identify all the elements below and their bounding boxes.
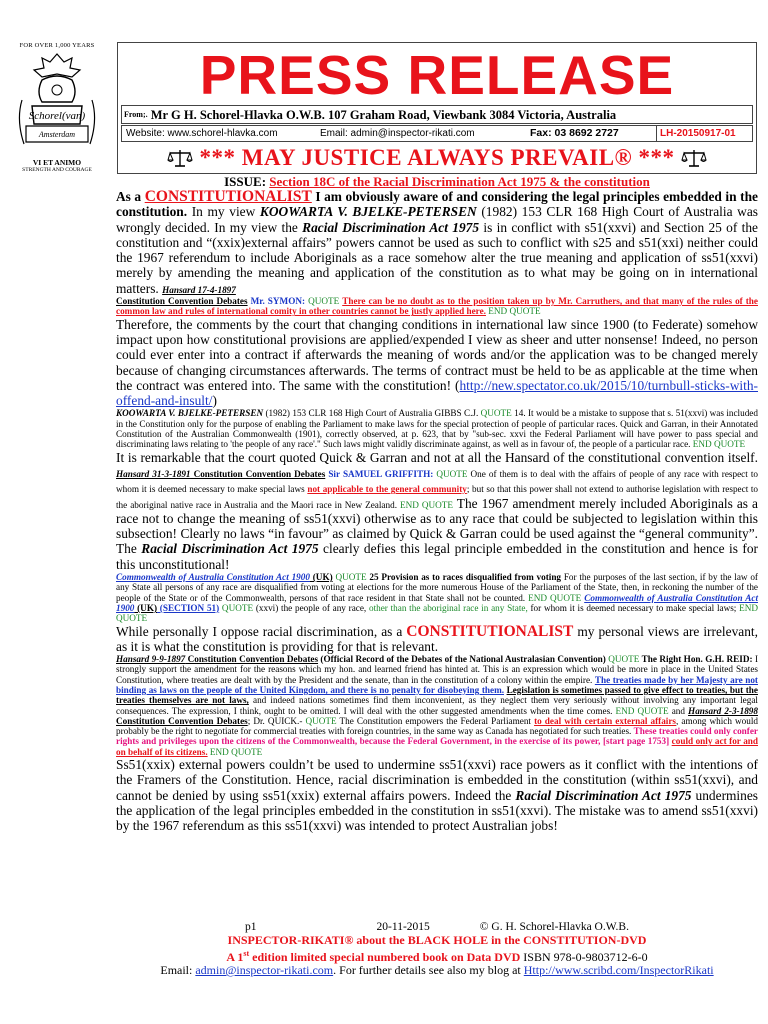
scales-of-justice-icon — [681, 148, 707, 168]
logo-motto-english: STRENGTH AND COURAGE — [22, 167, 92, 173]
reference-number: LH-20150917-01 — [656, 126, 736, 141]
paragraph-2: Therefore, the comments by the court that changing conditions in international law since 1900 (to Federate) somehow impact upon how constitutional provisions are applied/expended I view as sheer and utter nonsense! Indeed, no person could ever enter into a contract if afterwards the meaning of words and/or the application was to be changed merely because of changing circumstances afterwards. The terms of contract must be held to be as applicable at the time when the contract was entered into. The same with the constitution! (http://new.spectator.co.uk/2015/10/turnbull-sticks-with-offend-and-insult/) — [116, 316, 758, 409]
logo-name: Schorel(van) — [28, 110, 86, 122]
sender-address: Mr G H. Schorel-Hlavka O.W.B. 107 Graham Road, Viewbank 3084 Victoria, Australia — [150, 108, 617, 122]
issue-line — [116, 174, 758, 189]
footer-book-info: A 1st edition limited special numbered book on Data DVD ISBN 978-0-9803712-6-0 — [226, 949, 648, 964]
paragraph-3: It is remarkable that the court quoted Quick & Garran and not at all the Hansard of the constitutional convention itself. Hansard 31-3-1891 Constitution Convention Debates Sir SAMUEL GRIFFITH: QUOTE One of them is to deal with the affairs of people of any race with respect to whom it is deemed necessary to make special laws not applicable to the general community; but so that this power shall not extend to authorise legislation with respect to the aboriginal native race in Australia and the Maori race in New Zealand. END QUOTE The 1967 amendment merely included Aboriginals as a race not to change the meaning of ss51(xxvi) otherwise as to any race that could be subjected to legislation within this subsection! Clearly no laws “in favour” as claimed by Quick & Garran could be used against the “general community”. The Racial Discrimination Act 1975 clearly defies this legal principle embedded in the constitution and hence is for this unconstitutional! — [116, 449, 759, 572]
from-label: From;. — [124, 110, 148, 119]
footer-copyright: © G. H. Schorel-Hlavka O.W.B. — [479, 921, 629, 933]
paragraph-1: As a CONSTITUTIONALIST I am obviously aware of and considering the legal principles embedded in the constitution. In my view KOOWARTA V. BJELKE-PETERSEN (1982) 153 CLR 168 High Court of Australia was wrongly decided. In my view the Racial Discrimination Act 1975 is in conflict with s51(xxvi) and Section 25 of the constitution and “(xxix)external affairs” powers cannot be used as such to conflict with s25 and s51(xxi) neither could the 1967 referendum to include Aboriginals as a race somehow alter the true meaning and application of ss51(xxvi) merely by amending the meaning and application of the constitution as to what may be going on in international matters. Hansard 17-4-1897 — [116, 188, 758, 296]
quote-gibbs: KOOWARTA V. BJELKE-PETERSEN (1982) 153 CLR 168 High Court of Australia GIBBS C.J. QUOTE 14. It would be a mistake to suppose that s. 51(xxvi) was included in the Constitution only for the purpose of enabling the Parliament to make laws for the special protection of people of particular races. Quick and Garran, in their Annotated Constitution of the Australian Commonwealth (1901), correctly observed, at p. 623, that by "sub-sec. xxvi the Federal Parliament will have power to pass special and discriminating laws relating to 'the people of any race'." Such laws might validly discriminate against, as well as in favour of, the people of a particular race. END QUOTE — [116, 408, 758, 450]
letterhead — [117, 42, 757, 174]
scales-of-justice-icon — [167, 148, 193, 168]
motto-text: *** MAY JUSTICE ALWAYS PREVAIL® *** — [199, 145, 675, 170]
logo-place: Amsterdam — [38, 130, 76, 139]
page-footer — [116, 921, 758, 977]
quote-constitution-act: Commonwealth of Australia Constitution Act 1900 (UK) QUOTE 25 Provision as to races disqualified from voting For the purposes of the last section, if by the law of any State all persons of any race are disqualified from voting at elections for the more numerous House of the Parliament of the State, then, in reckoning the number of the people of the State or of the Commonwealth, persons of that race resident in that State shall not be counted. END QUOTE Commonwealth of Australia Constitution Act 1900 (UK) (SECTION 51) QUOTE (xxvi) the people of any race, other than the aboriginal race in any State, for whom it is deemed necessary to make special laws; END QUOTE — [116, 572, 759, 624]
footer-email-link[interactable]: admin@inspector-rikati.com — [195, 963, 334, 977]
paragraph-5: Ss51(xxix) external powers couldn’t be used to undermine ss51(xxvi) race powers as it conflict with the intentions of the Framers of the Constitution. Hence, racial discrimination is embedded in the constitution (within ss51(xxvi), and cannot be denied by using ss51(xxix) external affairs powers. Indeed the Racial Discrimination Act 1975 undermines the application of the legal principles embedded in the constitution in ss51(xxvi). The mistake was to amend ss51(xxvi) by the 1967 referendum as this ss51(xxvi) was intended to protect Australian jobs! — [116, 757, 759, 834]
contact-row — [121, 125, 753, 142]
quote-reid-quick: Hansard 9-9-1897 Constitution Convention Debates (Official Record of the Debates of the National Australasian Convention) QUOTE The Right Hon. G.H. REID: I strongly support the amendment for the reasons which my hon. and learned friend has hinted at. This is an expression which would be more in place in the United States Constitution, where treaties are dealt with by the President and the senate, than in the constitution of a colony within the empire. The treaties made by her Majesty are not binding as laws on the people of the United Kingdom, and there is no penalty for disobeying them. Legislation is sometimes passed to give effect to treaties, but the treaties themselves are not laws, and indeed nations sometimes find them inconvenient, as they neglect them very seriously without involving any important legal consequences. The expression, I think, ought to be omitted. I will deal with the other suggested amendments when the time comes. END QUOTE and Hansard 2-3-1898 Constitution Convention Debates; Dr. QUICK.- QUOTE The Constitution empowers the Federal Parliament to deal with certain external affairs, among which would probably be the right to negotiate for commercial treaties with foreign countries, in the same way as Canada has negotiated for such treaties. These treaties could only confer rights and privileges upon the citizens of the Commonwealth, because the Federal Government, in the exercise of its power, [start page 1753] could only act for and on behalf of its citizens. END QUOTE — [116, 654, 759, 757]
family-crest-logo — [8, 42, 106, 182]
crest-icon — [12, 50, 102, 158]
footer-dvd-title: INSPECTOR-RIKATI® about the BLACK HOLE in the CONSTITUTION-DVD — [227, 933, 647, 947]
page-number: p1 — [245, 921, 257, 933]
issue-label: ISSUE: — [224, 174, 267, 189]
fax-text: Fax: 03 8692 2727 — [530, 127, 619, 139]
document-body — [116, 174, 758, 834]
page-title: PRESS RELEASE — [199, 44, 675, 106]
logo-motto-latin: VI ET ANIMO — [32, 158, 82, 167]
sender-line — [121, 105, 753, 124]
footer-contact: Email: admin@inspector-rikati.com. For further details see also my blog at Http://www.scribd.com/InspectorRikati — [160, 963, 714, 977]
footer-date: 20-11-2015 — [376, 921, 430, 933]
justice-motto — [121, 144, 753, 171]
paragraph-4: While personally I oppose racial discrimination, as a CONSTITUTIONALIST my personal views are irrelevant, as it is what the constitution is providing for that is relevant. — [116, 622, 758, 654]
issue-text: Section 18C of the Racial Discrimination Act 1975 & the constitution — [269, 174, 650, 189]
website-text: Website: www.schorel-hlavka.com — [126, 128, 278, 139]
spectator-link[interactable]: http://new.spectator.co.uk/2015/10/turnbull-sticks-with-offend-and-insult/ — [116, 377, 758, 409]
email-text: Email: admin@inspector-rikati.com — [320, 128, 475, 139]
footer-blog-link[interactable]: Http://www.scribd.com/InspectorRikati — [523, 963, 714, 977]
logo-tagline: FOR OVER 1,000 YEARS — [19, 42, 95, 49]
quote-symon: Constitution Convention Debates Mr. SYMON: QUOTE There can be no doubt as to the position taken up by Mr. Carruthers, and that many of the rules of the common law and rules of international comity in other countries cannot be justly applied here. END QUOTE — [116, 296, 758, 317]
